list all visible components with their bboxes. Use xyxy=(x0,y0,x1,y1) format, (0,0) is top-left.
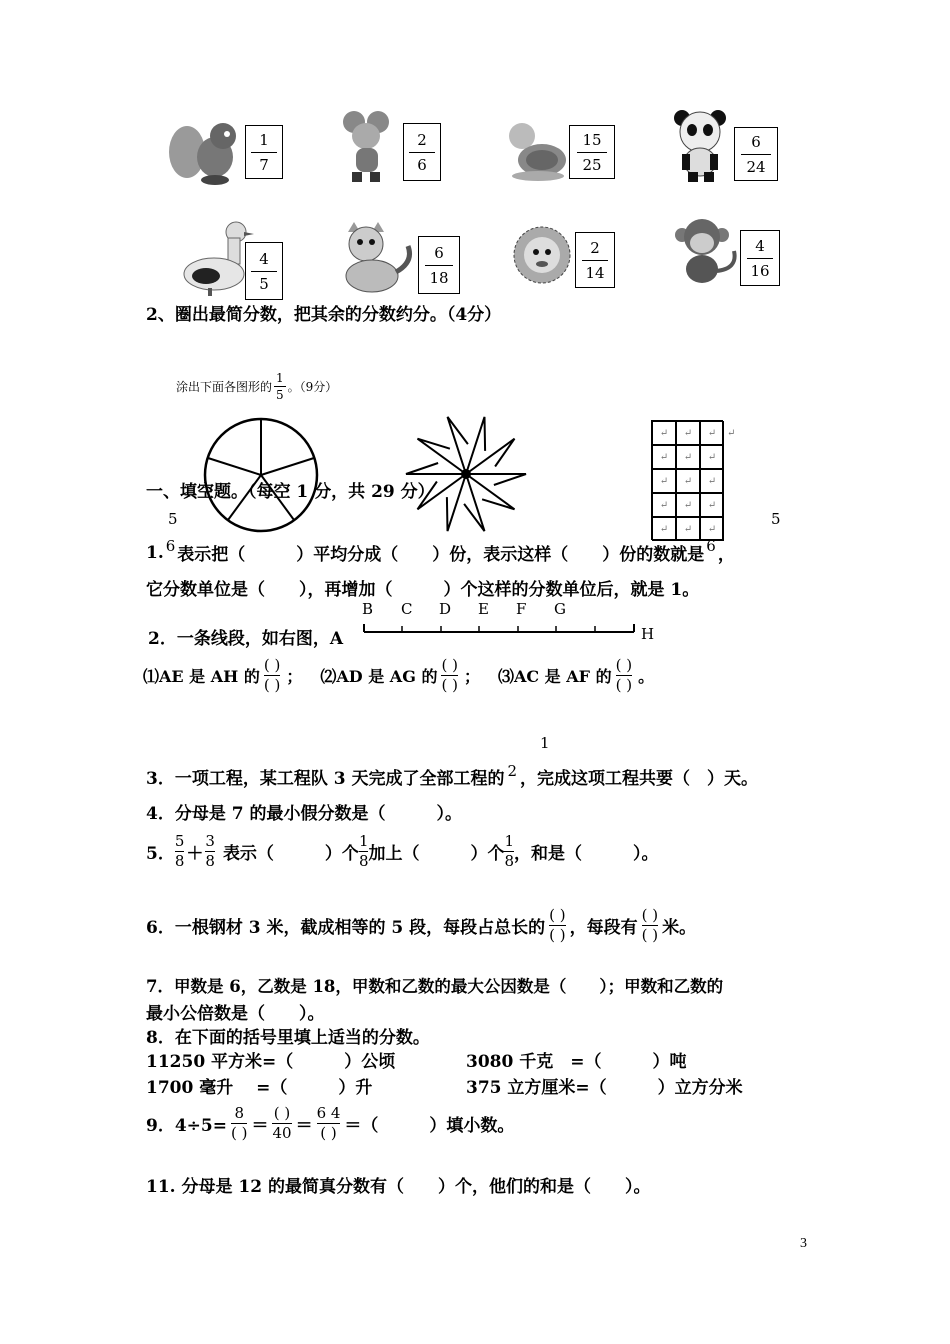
fraction-card-3 xyxy=(569,125,615,179)
fraction-1-8 xyxy=(504,834,514,869)
shading-grid xyxy=(651,420,723,540)
q3-line xyxy=(146,761,759,789)
q1-text: 表示把（ ）平均分成（ ）份，表示这样（ ）份的数就是 xyxy=(177,545,705,565)
frac-den: 40 xyxy=(272,1124,292,1142)
q5-line xyxy=(146,834,659,869)
card-denominator: 14 xyxy=(585,263,605,282)
grid-cell[interactable]: ↵ xyxy=(700,421,724,445)
pinwheel-blade xyxy=(466,439,515,474)
pinwheel-blade xyxy=(466,417,485,474)
grid-cell[interactable]: ↵ xyxy=(652,469,676,493)
q6-text-mid: ，每段有 xyxy=(569,918,638,938)
q2-part2: ⑵AD 是 AG 的 xyxy=(320,667,438,686)
grid-cell[interactable]: ↵ xyxy=(700,445,724,469)
fraction-64-blank xyxy=(317,1106,341,1141)
card-numerator: 2 xyxy=(417,130,427,149)
pinwheel-blade xyxy=(447,474,466,531)
pinwheel-blade xyxy=(464,474,484,531)
frac-num: 6 4 xyxy=(316,1104,341,1122)
q11-line: 11. 分母是 12 的最简真分数有（ ）个，他们的和是（ ）。 xyxy=(146,1177,651,1197)
grid-cell[interactable]: ↵ xyxy=(700,469,724,493)
card-denominator: 7 xyxy=(259,155,269,174)
frac-den: 5 xyxy=(276,388,284,402)
grid-cell[interactable]: ↵ xyxy=(652,445,676,469)
card-denominator: 16 xyxy=(750,261,770,280)
segment-ah xyxy=(360,618,640,642)
q1-frac-den-left: 6 xyxy=(165,536,176,555)
monkey-icon xyxy=(672,215,742,287)
frac-den: ( ) xyxy=(320,1124,337,1142)
q1-comma: ， xyxy=(717,545,735,565)
q6-text-end: 米。 xyxy=(662,918,697,938)
fraction-8-blank xyxy=(231,1106,247,1141)
duck-icon xyxy=(178,218,254,298)
frac-den: ( ) xyxy=(441,676,458,694)
q6-text-pre: 6．一根钢材 3 米，截成相等的 5 段，每段占总长的 xyxy=(146,918,546,938)
pinwheel-blade xyxy=(466,474,515,509)
grid-cell[interactable]: ↵ xyxy=(652,517,676,541)
card-numerator: 4 xyxy=(259,249,269,268)
frac-num: 3 xyxy=(205,832,215,850)
q1-frac-den-right: 6 xyxy=(706,536,716,555)
frac-den: 8 xyxy=(174,852,185,870)
blank-fraction xyxy=(264,658,280,693)
squirrel-icon xyxy=(165,112,245,187)
cat-icon xyxy=(338,222,418,294)
q1-line1 xyxy=(146,536,735,565)
fraction-5-8 xyxy=(175,834,185,869)
q9-end: ＝（ ）填小数。 xyxy=(344,1116,515,1136)
q4-line: 4．分母是 7 的最小假分数是（ ）。 xyxy=(146,804,462,824)
frac-den: 8 xyxy=(358,852,369,870)
fraction-card-1 xyxy=(245,125,283,179)
frac-num: ( ) xyxy=(273,1104,291,1122)
grid-cell[interactable]: ↵ xyxy=(700,517,724,541)
frac-den: ( ) xyxy=(230,1124,248,1142)
card-numerator: 6 xyxy=(751,132,761,151)
q6-line xyxy=(146,908,696,943)
frac-den: ( ) xyxy=(641,926,659,944)
shade-task-post: 。（9分） xyxy=(287,380,338,394)
q9-lead: 9．4÷5= xyxy=(146,1116,227,1136)
fraction-1-8 xyxy=(359,834,369,869)
blank-fraction xyxy=(642,908,658,943)
point-c: C xyxy=(401,600,413,618)
frac-num: ( ) xyxy=(615,656,633,674)
point-h: H xyxy=(641,625,655,643)
equals-sign: ＝ xyxy=(251,1116,269,1136)
card-denominator: 18 xyxy=(429,268,449,287)
q2-sep2: ； xyxy=(463,667,480,686)
fraction-card-2 xyxy=(403,123,441,181)
q1-line2: 它分数单位是（ ），再增加（ ）个这样的分数单位后，就是 1。 xyxy=(146,580,700,600)
frac-num: ( ) xyxy=(549,906,566,924)
hedgehog-icon xyxy=(510,222,574,288)
frac-num: 8 xyxy=(234,1104,244,1122)
frac-den: ( ) xyxy=(615,676,633,694)
grid-cell[interactable]: ↵ xyxy=(700,493,724,517)
q3-text-pre: 3．一项工程，某工程队 3 天完成了全部工程的 xyxy=(146,769,505,789)
q5-number: 5． xyxy=(146,844,175,864)
blank-fraction xyxy=(616,658,632,693)
shade-task xyxy=(176,372,337,401)
card-denominator: 25 xyxy=(582,155,602,174)
fraction-card-4 xyxy=(734,127,778,181)
fraction-card-8 xyxy=(740,230,780,286)
q5-text3: ，和是（ ）。 xyxy=(514,844,659,864)
return-mark: ↵ xyxy=(727,428,736,439)
shade-task-fraction xyxy=(274,372,286,401)
q7-line1: 7．甲数是 6，乙数是 18，甲数和乙数的最大公因数是（ ）；甲数和乙数的 xyxy=(146,977,724,996)
card-numerator: 1 xyxy=(259,130,269,149)
card-denominator: 5 xyxy=(259,274,269,293)
fraction-3-8 xyxy=(205,834,215,869)
fraction-card-7 xyxy=(575,232,615,288)
section1-title: 一、填空题。（每空 1 分，共 29 分） xyxy=(146,482,435,502)
q1-frac-num-right: 5 xyxy=(771,510,781,528)
shade-task-pre: 涂出下面各图形的 xyxy=(176,380,273,394)
q9-line xyxy=(146,1106,514,1141)
point-f: F xyxy=(516,600,527,618)
grid-cell[interactable]: ↵ xyxy=(652,421,676,445)
blank-fraction xyxy=(441,658,457,693)
circle-divided-five xyxy=(200,414,322,536)
grid-cell[interactable]: ↵ xyxy=(676,469,700,493)
grid-cell[interactable]: ↵ xyxy=(652,493,676,517)
q8-row1-a: 11250 平方米=（ ）公顷 xyxy=(146,1052,396,1072)
q2-sep1: ； xyxy=(286,667,303,686)
frac-num: 1 xyxy=(276,371,284,385)
q1-frac-num-left: 5 xyxy=(168,510,178,528)
q1-number: 1. xyxy=(146,542,164,563)
card-denominator: 6 xyxy=(417,155,427,174)
frac-num: ( ) xyxy=(641,906,659,924)
equals-sign: ＝ xyxy=(295,1116,313,1136)
q2-title: 2、圈出最简分数，把其余的分数约分。（4分） xyxy=(146,305,502,325)
card-numerator: 2 xyxy=(590,238,600,257)
frac-den: ( ) xyxy=(549,926,566,944)
turtle-icon xyxy=(500,120,570,182)
card-denominator: 24 xyxy=(746,157,766,176)
pinwheel-blade xyxy=(418,439,467,474)
pinwheel-star xyxy=(400,412,528,536)
fraction-blank-40 xyxy=(272,1106,291,1141)
q3-text-post: ，完成这项工程共要（ ）天。 xyxy=(520,769,759,789)
point-b: B xyxy=(362,600,374,618)
q7-line2: 最小公倍数是（ ）。 xyxy=(146,1004,325,1024)
grid-cell[interactable]: ↵ xyxy=(676,445,700,469)
fraction-card-6 xyxy=(418,236,460,294)
q8-row2-b: 375 立方厘米=（ ）立方分米 xyxy=(466,1078,743,1098)
q5-text2: 加上（ ）个 xyxy=(368,844,505,864)
mouse-icon xyxy=(338,110,404,186)
card-numerator: 15 xyxy=(582,130,602,149)
grid-cell[interactable]: ↵ xyxy=(676,517,700,541)
page-number: 3 xyxy=(800,1236,807,1251)
card-numerator: 6 xyxy=(434,243,444,262)
blank-fraction xyxy=(549,908,565,943)
q2-line-text: 2．一条线段，如右图，A xyxy=(148,629,344,649)
q3-frac-den: 2 xyxy=(507,761,518,780)
fraction-card-5 xyxy=(245,242,283,300)
frac-num: 5 xyxy=(174,832,185,850)
q8-title: 8．在下面的括号里填上适当的分数。 xyxy=(146,1028,430,1048)
q2-parts xyxy=(143,658,654,693)
q3-frac-num: 1 xyxy=(540,734,550,752)
frac-num: 1 xyxy=(358,832,369,850)
frac-den: 8 xyxy=(504,852,515,870)
grid-cell[interactable]: ↵ xyxy=(676,493,700,517)
pinwheel-blade xyxy=(448,417,468,474)
q8-row1-b: 3080 千克 =（ ）吨 xyxy=(466,1052,687,1072)
frac-den: 8 xyxy=(205,852,215,870)
q2-part3: ⑶AC 是 AF 的 xyxy=(497,667,612,686)
grid-cell[interactable]: ↵ xyxy=(676,421,700,445)
frac-num: ( ) xyxy=(263,656,281,674)
q2-part1: ⑴AE 是 AH 的 xyxy=(143,667,260,686)
card-numerator: 4 xyxy=(755,236,765,255)
plus-sign: ＋ xyxy=(186,844,204,864)
q5-text1: 表示（ ）个 xyxy=(222,844,359,864)
q2-end: 。 xyxy=(638,667,655,686)
q8-row2-a: 1700 毫升 =（ ）升 xyxy=(146,1078,373,1098)
point-g: G xyxy=(554,600,566,618)
frac-num: ( ) xyxy=(441,656,458,674)
point-d: D xyxy=(439,600,452,618)
frac-num: 1 xyxy=(504,832,515,850)
panda-icon xyxy=(668,108,736,184)
point-e: E xyxy=(478,600,489,618)
frac-den: ( ) xyxy=(263,676,281,694)
